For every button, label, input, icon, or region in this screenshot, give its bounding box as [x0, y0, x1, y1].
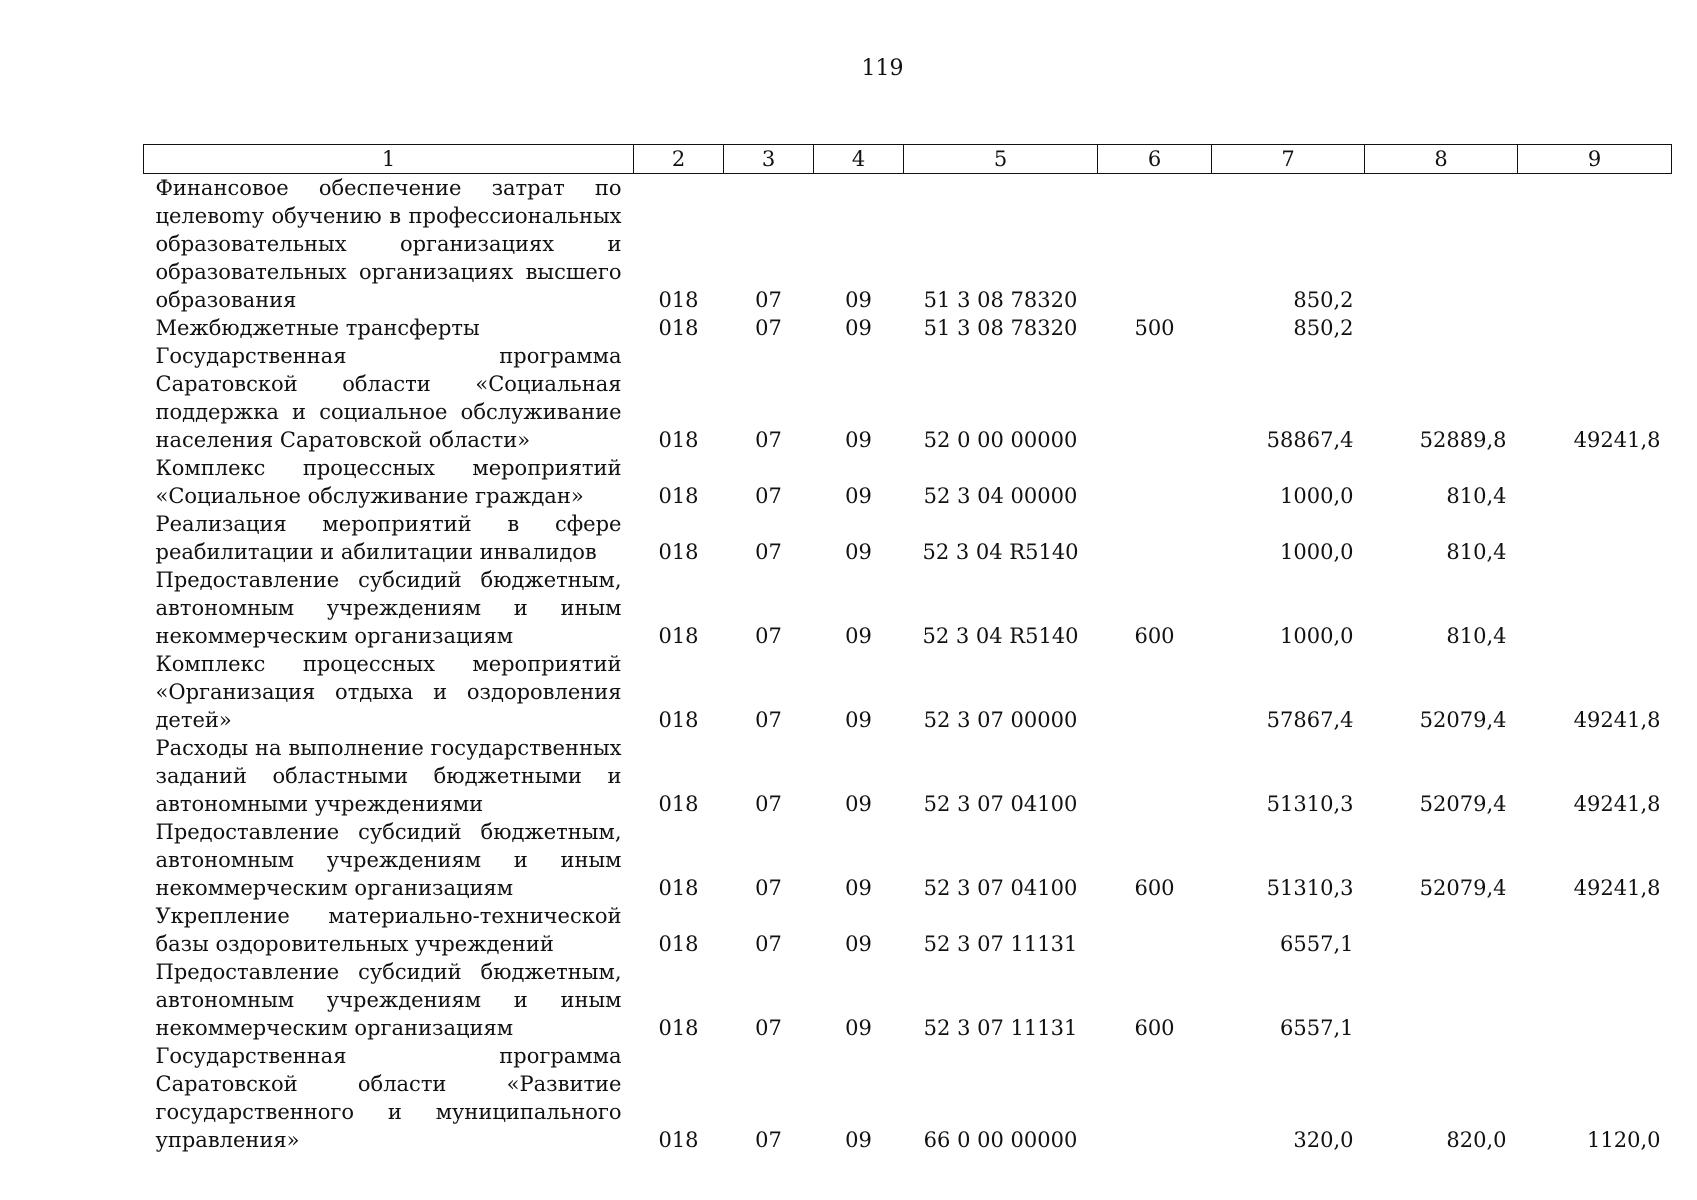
amount-year3-cell: 49241,8: [1573, 792, 1661, 816]
target-article-cell: 52 3 07 11131: [923, 1016, 1078, 1040]
row-name-cell: Укрепление материально-технической базы оздоровительных учреждений: [155, 904, 622, 956]
table-body: [144, 174, 1672, 1155]
subsection-code-cell: 09: [845, 288, 872, 312]
amount-year2-cell: 810,4: [1446, 540, 1507, 564]
section-code-cell: 07: [755, 932, 782, 956]
target-article-cell: 52 3 04 R5140: [922, 624, 1079, 648]
subsection-code-cell: 09: [845, 1128, 872, 1152]
ministry-code-cell: 018: [658, 624, 699, 648]
ministry-code-cell: 018: [658, 288, 699, 312]
page-number: 119: [861, 56, 904, 81]
column-number-6: 6: [1098, 145, 1212, 174]
amount-year3-cell: [1518, 314, 1672, 342]
expense-type-cell: [1098, 1042, 1212, 1154]
row-name-cell: Предоставление субсидий бюджетным, автономным учреждениям и иным некоммерческим организациям: [155, 820, 622, 900]
amount-year1-cell: 850,2: [1293, 288, 1354, 312]
row-name-cell: Расходы на выполнение государственных заданий областными бюджетными и автономными учреждениями: [155, 736, 622, 816]
row-name-cell: Межбюджетные трансферты: [155, 316, 480, 340]
target-article-cell: 52 3 04 R5140: [922, 540, 1079, 564]
target-article-cell: 52 3 07 04100: [923, 792, 1078, 816]
section-code-cell: 07: [755, 484, 782, 508]
row-name-cell: Государственная программа Саратовской области «Развитие государственного и муниципального управления»: [155, 1044, 622, 1152]
amount-year3-cell: [1518, 958, 1672, 1042]
column-number-3: 3: [724, 145, 814, 174]
subsection-code-cell: 09: [845, 708, 872, 732]
ministry-code-cell: 018: [658, 1128, 699, 1152]
expense-type-cell: 500: [1134, 316, 1175, 340]
amount-year2-cell: 820,0: [1446, 1128, 1507, 1152]
amount-year3-cell: [1518, 510, 1672, 566]
subsection-code-cell: 09: [845, 624, 872, 648]
row-name-cell: Комплекс процессных мероприятий «Организация отдыха и оздоровления детей»: [155, 652, 622, 732]
row-name-cell: Финансовое обеспечение затрат по целевоmу обучению в профессиональных образовательных организациях и образовательных организациях высшего образования: [155, 176, 622, 312]
expense-type-cell: 600: [1134, 624, 1175, 648]
expense-type-cell: [1098, 454, 1212, 510]
expense-type-cell: [1098, 510, 1212, 566]
column-number-2: 2: [634, 145, 724, 174]
subsection-code-cell: 09: [845, 316, 872, 340]
row-name-cell: Комплекс процессных мероприятий «Социальное обслуживание граждан»: [155, 456, 622, 508]
amount-year1-cell: 850,2: [1293, 316, 1354, 340]
table-row: [144, 174, 1672, 315]
row-name-cell: Государственная программа Саратовской области «Социальная поддержка и социальное обслуживание населения Саратовской области»: [155, 344, 622, 452]
budget-table: [143, 144, 1672, 1154]
ministry-code-cell: 018: [658, 484, 699, 508]
column-number-8: 8: [1365, 145, 1518, 174]
section-code-cell: 07: [755, 428, 782, 452]
amount-year2-cell: 810,4: [1446, 624, 1507, 648]
table-row: [144, 958, 1672, 1042]
column-number-1: 1: [144, 145, 634, 174]
expense-type-cell: 600: [1134, 876, 1175, 900]
ministry-code-cell: 018: [658, 876, 699, 900]
row-name-cell: Реализация мероприятий в сфере реабилитации и абилитации инвалидов: [155, 512, 622, 564]
table-header: [144, 145, 1672, 174]
amount-year1-cell: 1000,0: [1280, 540, 1354, 564]
expense-type-cell: 600: [1134, 1016, 1175, 1040]
amount-year3-cell: 49241,8: [1573, 876, 1661, 900]
amount-year2-cell: [1365, 314, 1518, 342]
subsection-code-cell: 09: [845, 792, 872, 816]
amount-year2-cell: 52079,4: [1419, 792, 1507, 816]
subsection-code-cell: 09: [845, 540, 872, 564]
subsection-code-cell: 09: [845, 932, 872, 956]
expense-type-cell: [1098, 734, 1212, 818]
amount-year3-cell: 49241,8: [1573, 428, 1661, 452]
table-row: [144, 734, 1672, 818]
amount-year3-cell: 1120,0: [1587, 1128, 1661, 1152]
table-row: [144, 650, 1672, 734]
target-article-cell: 52 3 07 00000: [923, 708, 1078, 732]
target-article-cell: 52 3 07 11131: [923, 932, 1078, 956]
amount-year3-cell: [1518, 902, 1672, 958]
amount-year2-cell: 52889,8: [1419, 428, 1507, 452]
ministry-code-cell: 018: [658, 708, 699, 732]
table-row: [144, 454, 1672, 510]
amount-year2-cell: 810,4: [1446, 484, 1507, 508]
expense-type-cell: [1098, 650, 1212, 734]
column-number-7: 7: [1212, 145, 1365, 174]
section-code-cell: 07: [755, 876, 782, 900]
subsection-code-cell: 09: [845, 484, 872, 508]
amount-year1-cell: 6557,1: [1280, 1016, 1354, 1040]
amount-year2-cell: 52079,4: [1419, 876, 1507, 900]
target-article-cell: 52 3 07 04100: [923, 876, 1078, 900]
amount-year1-cell: 51310,3: [1266, 792, 1354, 816]
target-article-cell: 52 0 00 00000: [923, 428, 1078, 452]
section-code-cell: 07: [755, 708, 782, 732]
column-number-5: 5: [904, 145, 1098, 174]
row-name-cell: Предоставление субсидий бюджетным, автономным учреждениям и иным некоммерческим организациям: [155, 568, 622, 648]
table-row: [144, 818, 1672, 902]
amount-year2-cell: [1365, 902, 1518, 958]
amount-year1-cell: 6557,1: [1280, 932, 1354, 956]
amount-year3-cell: 49241,8: [1573, 708, 1661, 732]
amount-year1-cell: 51310,3: [1266, 876, 1354, 900]
ministry-code-cell: 018: [658, 932, 699, 956]
amount-year3-cell: [1518, 566, 1672, 650]
ministry-code-cell: 018: [658, 792, 699, 816]
amount-year2-cell: [1365, 958, 1518, 1042]
target-article-cell: 51 3 08 78320: [923, 288, 1078, 312]
row-name-cell: Предоставление субсидий бюджетным, автономным учреждениям и иным некоммерческим организациям: [155, 960, 622, 1040]
table-row: [144, 314, 1672, 342]
amount-year2-cell: [1365, 174, 1518, 315]
subsection-code-cell: 09: [845, 876, 872, 900]
target-article-cell: 66 0 00 00000: [923, 1128, 1078, 1152]
expense-type-cell: [1098, 342, 1212, 454]
amount-year2-cell: 52079,4: [1419, 708, 1507, 732]
amount-year1-cell: 1000,0: [1280, 484, 1354, 508]
amount-year1-cell: 58867,4: [1266, 428, 1354, 452]
expense-type-cell: [1098, 174, 1212, 315]
subsection-code-cell: 09: [845, 428, 872, 452]
section-code-cell: 07: [755, 1128, 782, 1152]
expense-type-cell: [1098, 902, 1212, 958]
column-number-4: 4: [814, 145, 904, 174]
table-row: [144, 342, 1672, 454]
amount-year3-cell: [1518, 174, 1672, 315]
table-row: [144, 566, 1672, 650]
table-row: [144, 510, 1672, 566]
section-code-cell: 07: [755, 540, 782, 564]
ministry-code-cell: 018: [658, 316, 699, 340]
ministry-code-cell: 018: [658, 1016, 699, 1040]
table-row: [144, 1042, 1672, 1154]
target-article-cell: 52 3 04 00000: [923, 484, 1078, 508]
amount-year1-cell: 320,0: [1293, 1128, 1354, 1152]
ministry-code-cell: 018: [658, 540, 699, 564]
amount-year1-cell: 1000,0: [1280, 624, 1354, 648]
section-code-cell: 07: [755, 1016, 782, 1040]
section-code-cell: 07: [755, 288, 782, 312]
section-code-cell: 07: [755, 792, 782, 816]
subsection-code-cell: 09: [845, 1016, 872, 1040]
section-code-cell: 07: [755, 316, 782, 340]
header-row: [144, 145, 1672, 174]
amount-year1-cell: 57867,4: [1266, 708, 1354, 732]
ministry-code-cell: 018: [658, 428, 699, 452]
table-row: [144, 902, 1672, 958]
section-code-cell: 07: [755, 624, 782, 648]
amount-year3-cell: [1518, 454, 1672, 510]
target-article-cell: 51 3 08 78320: [923, 316, 1078, 340]
column-number-9: 9: [1518, 145, 1672, 174]
